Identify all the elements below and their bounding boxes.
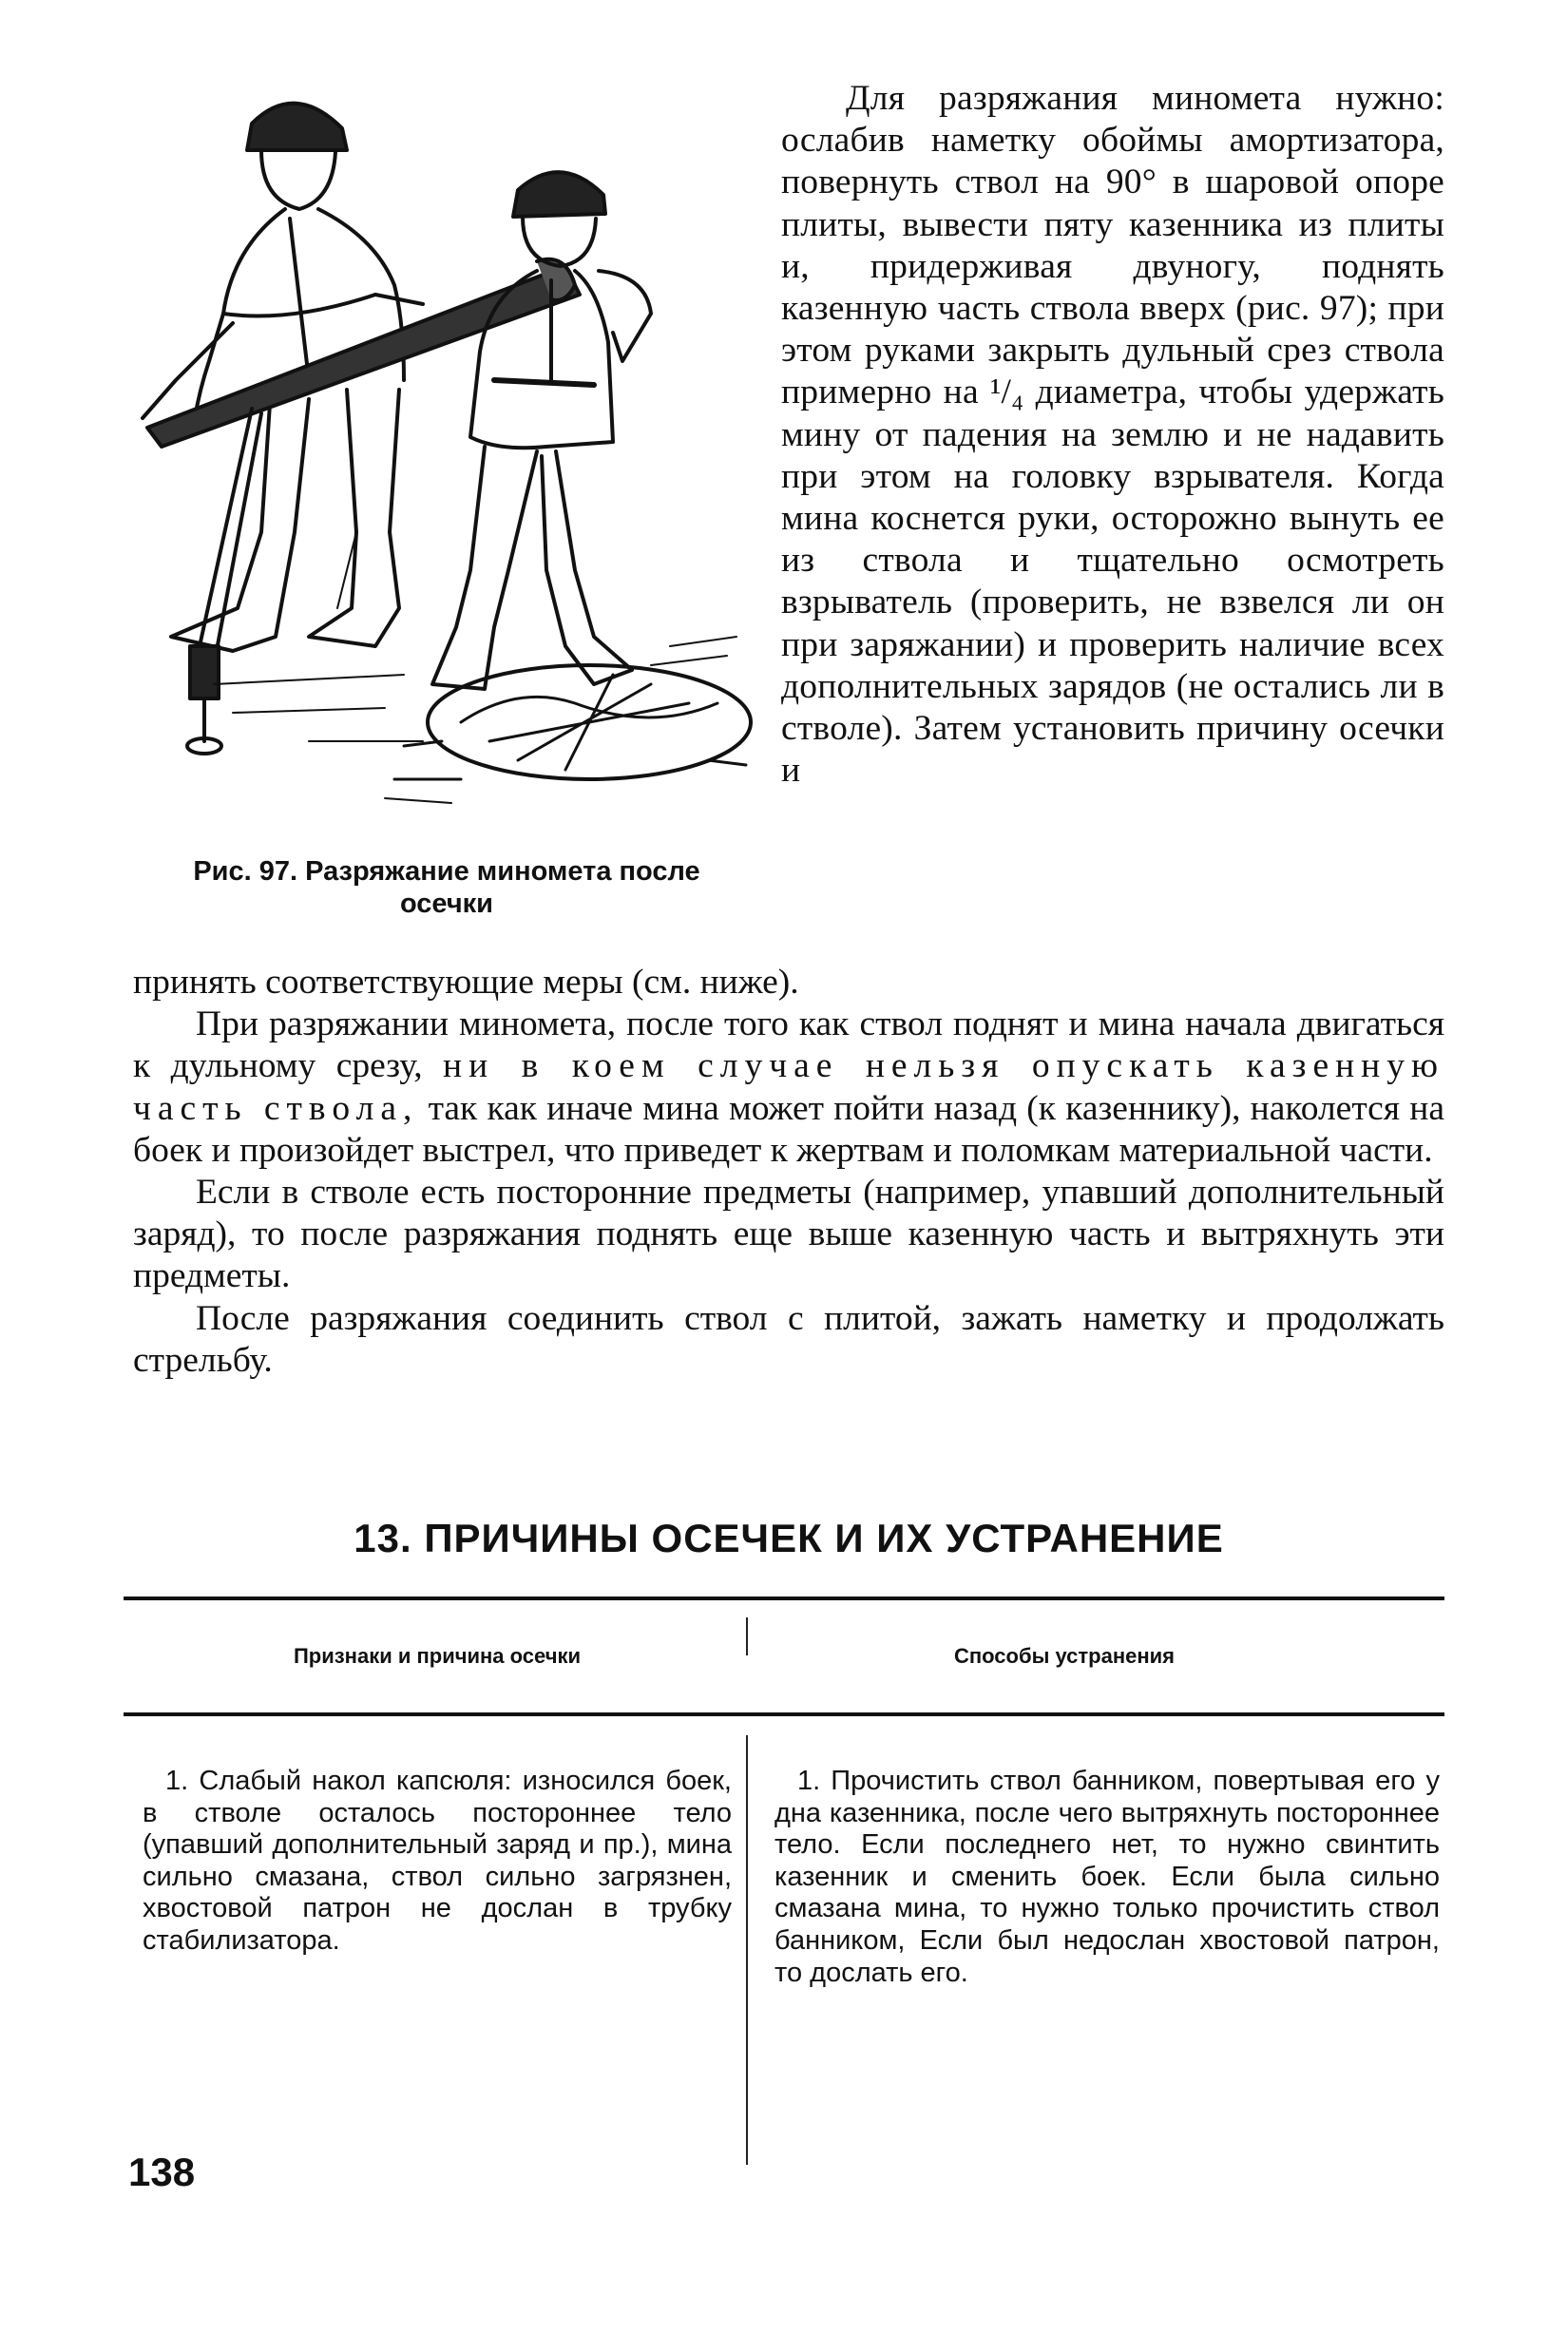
- figure-97-illustration: [119, 76, 774, 855]
- side-paragraph: [781, 78, 1444, 792]
- page-number: 138: [128, 2150, 196, 2194]
- section-heading: 13. ПРИЧИНЫ ОСЕЧЕК И ИХ УСТРАНЕНИЕ: [354, 1516, 1224, 1560]
- table-column-divider: [746, 1735, 748, 2165]
- side-paragraph-text: Для разряжания миномета нужно: ослабив наметку обоймы амортизатора, повернуть ствол на 90° в шаровой опоре плиты, вывести пяту казенника из плиты и, придерживая двуногу, поднять казенную часть ствола вверх (рис. 97); при этом руками закрыть дульный срез ствола примерно на ¹/₄ диаметра, чтобы удержать мину от падения на землю и не надавить при этом на головку взрывателя. Когда мина коснется руки, осторожно вынуть ее из ствола и тщательно осмотреть взрыватель (проверить, не взвелся ли он при заряжании) и проверить наличие всех дополнительных зарядов (не остались ли в стволе). Затем установить причину осечки и: [781, 79, 1444, 791]
- table-cell-cause: 1. Слабый накол капсюля: износился боек, в стволе осталось постороннее тело (упавший дополнительный заряд и пр.), мина сильно смазана, ствол сильно загрязнен, хвостовой патрон не дослан в трубку стабилизатора.: [143, 1766, 732, 1956]
- table-header-cause: Признаки и причина осечки: [293, 1644, 582, 1668]
- table-top-rule: [124, 1597, 1444, 1600]
- soldiers-unloading-mortar-drawing: [119, 76, 774, 855]
- main-text: [133, 962, 1444, 1382]
- paragraph-foreign-objects: Если в стволе есть посторонние предметы (например, упавший дополнительный заряд), то после разряжания поднять еще выше казенную часть и вытряхнуть эти предметы.: [133, 1173, 1444, 1296]
- table-header-rule: [124, 1712, 1444, 1716]
- figure-caption: [119, 855, 774, 920]
- paragraph-warning: [133, 1004, 1444, 1172]
- paragraph-continuation: принять соответствующие меры (см. ниже).: [133, 963, 799, 1002]
- warning-emphasis: ни в коем случае нельзя опускать казенную часть ствола,: [133, 1046, 1444, 1128]
- paragraph-resume-firing: После разряжания соединить ствол с плитой, зажать наметку и продолжать стрельбу.: [133, 1298, 1444, 1380]
- caption-line-2: осечки: [399, 889, 494, 919]
- warning-text-start: При разряжании миномета, после того как ствол поднят и мина начала двигаться к дульному срезу,: [133, 1004, 1444, 1086]
- warning-text-end: так как иначе мина может пойти назад (к казеннику), наколется на боек и произойдет выстрел, что приведет к жертвам и поломкам материальной части.: [133, 1088, 1444, 1170]
- table-header-remedy: Способы устранения: [953, 1644, 1176, 1668]
- table-header-divider: [746, 1617, 748, 1655]
- table-cell-remedy: 1. Прочистить ствол банником, повертывая его у дна казенника, после чего вытряхнуть постороннее тело. Если последнего нет, то нужно свинтить казенник и сменить боек. Если была сильно смазана мина, то нужно только прочистить ствол банником, Если был недослан хвостовой патрон, то дослать его.: [774, 1766, 1440, 1988]
- caption-line-1: Рис. 97. Разряжание миномета после: [193, 856, 700, 887]
